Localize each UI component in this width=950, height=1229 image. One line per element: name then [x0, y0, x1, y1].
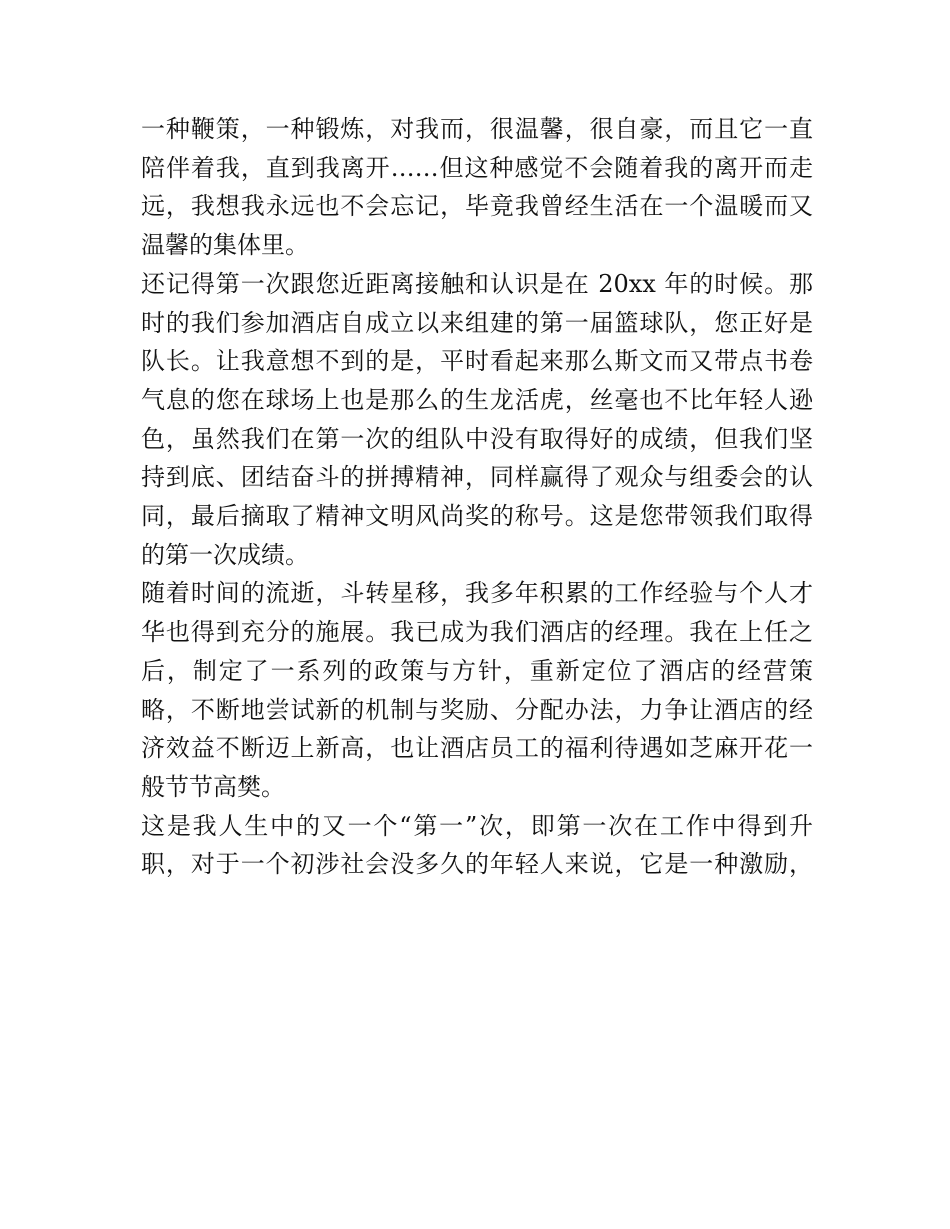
- text-line: 持到底、团结奋斗的拼搏精神，同样赢得了观众与组委会的认: [141, 463, 813, 492]
- text-line: 后，制定了一系列的政策与方针，重新定位了酒店的经营策: [141, 656, 813, 685]
- paragraph-4: [141, 807, 813, 884]
- text-line: 华也得到充分的施展。我已成为我们酒店的经理。我在上任之: [141, 618, 813, 647]
- text-line: 远，我想我永远也不会忘记，毕竟我曾经生活在一个温暖而又: [141, 192, 813, 221]
- text-line: 随着时间的流逝，斗转星移，我多年积累的工作经验与个人才: [141, 579, 813, 608]
- paragraph-2: [141, 265, 813, 575]
- text-line: 这是我人生中的又一个“第一”次，即第一次在工作中得到升: [141, 811, 813, 840]
- text-line: 般节节高樊。: [141, 772, 285, 801]
- text-line: 气息的您在球场上也是那么的生龙活虎，丝毫也不比年轻人逊: [141, 385, 813, 414]
- paragraph-1: [141, 110, 813, 265]
- text-line: 色，虽然我们在第一次的组队中没有取得好的成绩，但我们坚: [141, 424, 813, 453]
- text-line: 陪伴着我，直到我离开……但这种感觉不会随着我的离开而走: [141, 153, 813, 182]
- text-line: 济效益不断迈上新高，也让酒店员工的福利待遇如芝麻开花一: [141, 734, 813, 763]
- text-line: 还记得第一次跟您近距离接触和认识是在 20xx 年的时候。那: [141, 269, 813, 298]
- text-line: 职，对于一个初涉社会没多久的年轻人来说，它是一种激励，: [141, 850, 813, 879]
- document-body: [141, 110, 813, 884]
- text-line: 一种鞭策，一种锻炼，对我而，很温馨，很自豪，而且它一直: [141, 115, 813, 143]
- text-line: 队长。让我意想不到的是，平时看起来那么斯文而又带点书卷: [141, 347, 813, 376]
- paragraph-3: [141, 574, 813, 806]
- text-line: 的第一次成绩。: [141, 540, 309, 569]
- text-line: 略，不断地尝试新的机制与奖励、分配办法，力争让酒店的经: [141, 695, 813, 724]
- text-line: 温馨的集体里。: [141, 231, 309, 260]
- text-line: 同，最后摘取了精神文明风尚奖的称号。这是您带领我们取得: [141, 502, 813, 531]
- text-line: 时的我们参加酒店自成立以来组建的第一届篮球队，您正好是: [141, 308, 813, 337]
